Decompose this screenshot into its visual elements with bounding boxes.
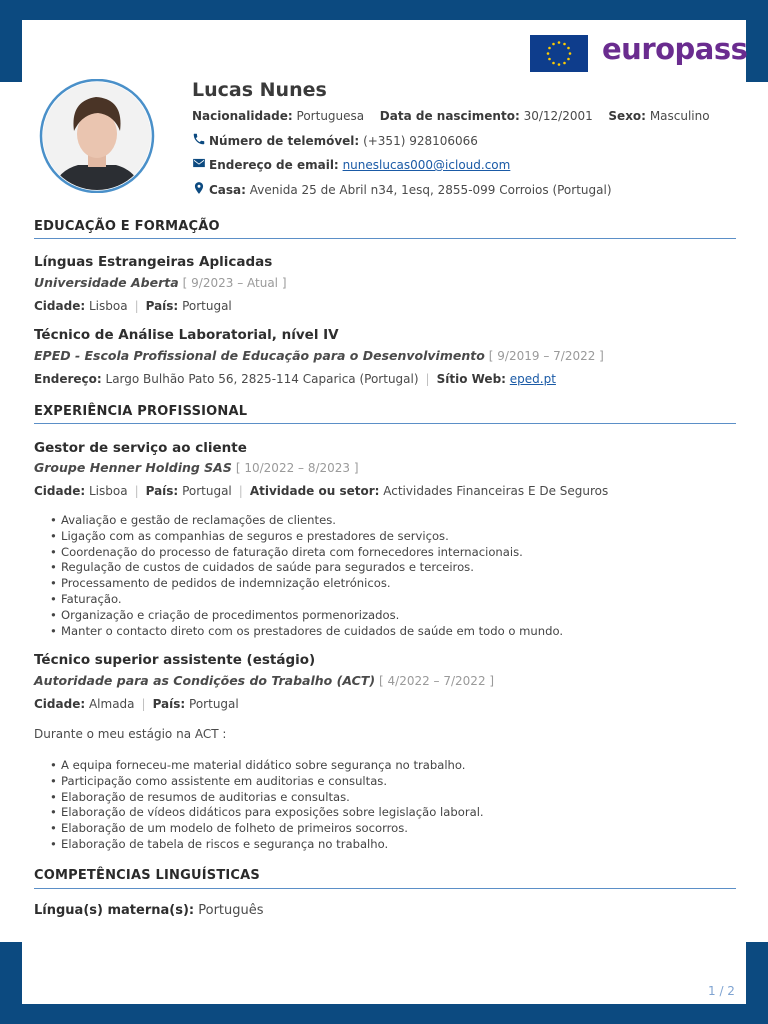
country-label: País: [145, 484, 179, 498]
experience-section-rule [34, 423, 736, 424]
nationality-value: Portuguesa [296, 109, 365, 123]
birth-date-value: 30/12/2001 [523, 109, 593, 123]
job-1-employer [34, 460, 359, 475]
list-item: • Elaboração de um modelo de folheto de primeiros socorros. [50, 821, 484, 837]
home-label: Casa: [209, 183, 246, 197]
list-item: • Manter o contacto direto com os prestadores de cuidados de saúde em todo o mundo. [50, 624, 563, 640]
city-label: Cidade: [34, 299, 86, 313]
phone-label: Número de telemóvel: [209, 134, 360, 148]
city-value: Lisboa [88, 484, 128, 498]
email-line [192, 158, 510, 173]
page-frame-right-top [746, 0, 768, 82]
country-label: País: [152, 697, 186, 711]
list-item: • Coordenação do processo de faturação direta com fornecedores internacionais. [50, 545, 563, 561]
email-label: Endereço de email: [209, 158, 339, 172]
list-item: • Organização e criação de procedimentos pormenorizados. [50, 608, 563, 624]
mother-tongue-line [34, 903, 264, 918]
city-label: Cidade: [34, 484, 86, 498]
country-value: Portugal [182, 299, 232, 313]
personal-info-line [192, 109, 710, 123]
experience-section-title: EXPERIÊNCIA PROFISSIONAL [34, 404, 248, 419]
city-label: Cidade: [34, 697, 86, 711]
job-1-title: Gestor de serviço ao cliente [34, 440, 247, 456]
education-1-institution-name: Universidade Aberta [34, 275, 179, 290]
city-value: Almada [88, 697, 135, 711]
list-item: • Processamento de pedidos de indemnização eletrónicos. [50, 576, 563, 592]
country-value: Portugal [182, 484, 232, 498]
mother-tongue-label: Língua(s) materna(s): [34, 903, 195, 918]
education-1-institution [34, 275, 287, 290]
list-item: • Elaboração de vídeos didáticos para exposições sobre legislação laboral. [50, 805, 484, 821]
europass-logo [530, 32, 748, 74]
home-value: Avenida 25 de Abril n34, 1esq, 2855-099 Corroios (Portugal) [249, 183, 612, 197]
location-pin-icon [192, 181, 206, 198]
list-item: • Elaboração de tabela de riscos e segurança no trabalho. [50, 837, 484, 853]
sector-value: Actividades Financeiras E De Seguros [383, 484, 609, 498]
education-section-rule [34, 238, 736, 239]
education-section-title: EDUCAÇÃO E FORMAÇÃO [34, 219, 220, 234]
job-1-dates: [ 10/2022 – 8/2023 ] [235, 461, 359, 475]
website-link[interactable]: eped.pt [509, 372, 556, 386]
phone-line [192, 134, 478, 149]
job-2-employer [34, 673, 494, 688]
list-item: • Faturação. [50, 592, 563, 608]
nationality-label: Nacionalidade: [192, 109, 293, 123]
address-value: Largo Bulhão Pato 56, 2825-114 Caparica (Portugal) [105, 372, 419, 386]
job-2-duties [50, 758, 484, 853]
page-frame-left-bottom [0, 942, 22, 1024]
job-2-title: Técnico superior assistente (estágio) [34, 652, 316, 668]
education-2-dates: [ 9/2019 – 7/2022 ] [488, 349, 604, 363]
list-item: • A equipa forneceu-me material didático sobre segurança no trabalho. [50, 758, 484, 774]
email-link[interactable]: nuneslucas000@icloud.com [342, 158, 511, 172]
birth-date-label: Data de nascimento: [379, 109, 520, 123]
page-frame-top [0, 0, 768, 20]
list-item: • Ligação com as companhias de seguros e prestadores de serviços. [50, 529, 563, 545]
sex-label: Sexo: [608, 109, 646, 123]
languages-section-title: COMPETÊNCIAS LINGUÍSTICAS [34, 868, 260, 883]
job-2-dates: [ 4/2022 – 7/2022 ] [379, 674, 495, 688]
job-2-employer-name: Autoridade para as Condições do Trabalho (ACT) [34, 673, 376, 688]
job-1-duties [50, 513, 563, 639]
education-2-meta: Endereço: Largo Bulhão Pato 56, 2825-114 Caparica (Portugal) | Sítio Web: eped.pt [34, 372, 556, 386]
website-label: Sítio Web: [436, 372, 506, 386]
person-name: Lucas Nunes [192, 79, 327, 101]
phone-value: (+351) 928106066 [363, 134, 478, 148]
education-2-institution-name: EPED - Escola Profissional de Educação para o Desenvolvimento [34, 348, 485, 363]
sector-label: Atividade ou setor: [249, 484, 380, 498]
list-item: • Avaliação e gestão de reclamações de clientes. [50, 513, 563, 529]
list-item: • Regulação de custos de cuidados de saúde para segurados e terceiros. [50, 560, 563, 576]
mother-tongue-value: Português [198, 903, 264, 918]
list-item: • Participação como assistente em auditorias e consultas. [50, 774, 484, 790]
envelope-icon [192, 156, 206, 173]
job-2-intro: Durante o meu estágio na ACT : [34, 727, 227, 741]
country-value: Portugal [189, 697, 239, 711]
job-2-meta: Cidade: Almada | País: Portugal [34, 697, 239, 711]
city-value: Lisboa [88, 299, 128, 313]
page-frame-right-bottom [746, 942, 768, 1024]
languages-section-rule [34, 888, 736, 889]
job-1-meta: Cidade: Lisboa | País: Portugal | Atividade ou setor: Actividades Financeiras E De Seguros [34, 484, 609, 498]
home-line [192, 183, 612, 198]
eu-flag-icon [530, 35, 588, 72]
address-label: Endereço: [34, 372, 102, 386]
education-1-title: Línguas Estrangeiras Aplicadas [34, 254, 273, 270]
page-number: 1 / 2 [708, 984, 735, 998]
profile-photo [34, 79, 160, 193]
job-1-employer-name: Groupe Henner Holding SAS [34, 460, 232, 475]
education-2-title: Técnico de Análise Laboratorial, nível IV [34, 327, 339, 343]
education-1-meta: Cidade: Lisboa | País: Portugal [34, 299, 232, 313]
page-frame-bottom [0, 1004, 768, 1024]
country-label: País: [145, 299, 179, 313]
sex-value: Masculino [649, 109, 710, 123]
phone-icon [192, 132, 206, 149]
europass-wordmark: europass [602, 32, 748, 66]
education-2-institution [34, 348, 604, 363]
page-frame-left-top [0, 0, 22, 82]
education-1-dates: [ 9/2023 – Atual ] [182, 276, 287, 290]
list-item: • Elaboração de resumos de auditorias e consultas. [50, 790, 484, 806]
